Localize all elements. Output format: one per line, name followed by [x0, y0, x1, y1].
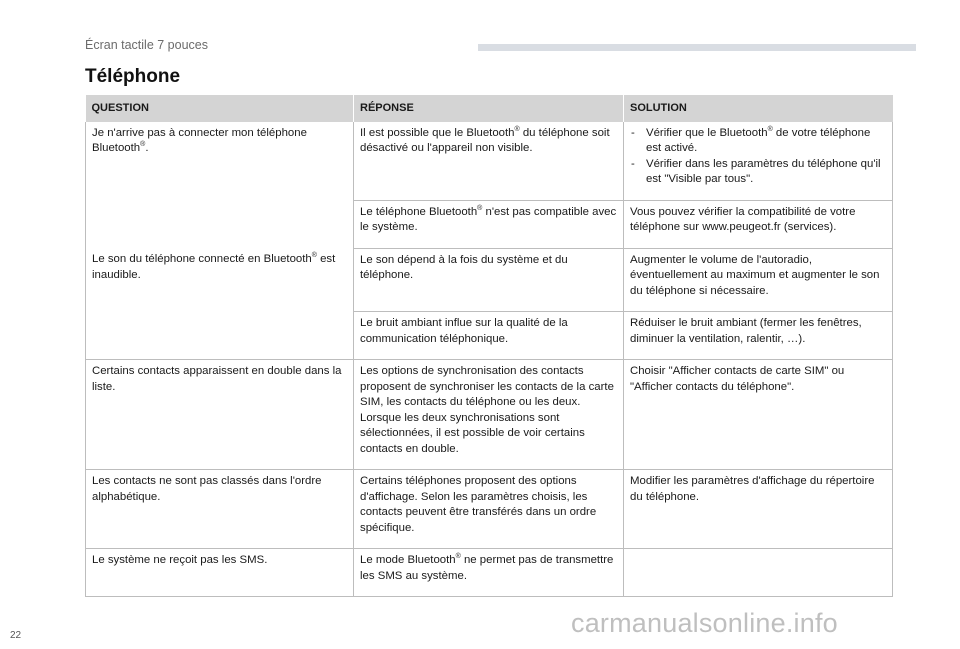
troubleshooting-table	[85, 95, 893, 597]
table-row	[86, 549, 893, 597]
solution-cell: Vous pouvez vérifier la compatibilité de votre téléphone sur www.peugeot.fr (services).	[624, 200, 893, 248]
registered-mark: ®	[140, 141, 146, 149]
question-cell: Le système ne reçoit pas les SMS.	[86, 549, 354, 597]
solution-cell	[624, 549, 893, 597]
question-cell: Les contacts ne sont pas classés dans l'ordre alphabétique.	[86, 470, 354, 549]
page-title: Téléphone	[85, 66, 181, 87]
question-text-end: .	[145, 142, 149, 154]
solution-list-item: - Vérifier dans les paramètres du téléphone qu'il est "Visible par tous".	[630, 157, 886, 188]
answer-cell: Le son dépend à la fois du système et du téléphone.	[354, 248, 624, 312]
solution-cell: Modifier les paramètres d'affichage du répertoire du téléphone.	[624, 470, 893, 549]
column-header-question: QUESTION	[86, 95, 354, 122]
column-header-solution: SOLUTION	[624, 95, 893, 122]
solution-text: Vérifier que le Bluetooth	[646, 126, 768, 139]
solution-cell: Réduiser le bruit ambiant (fermer les fenêtres, diminuer la ventilation, ralentir, …).	[624, 312, 893, 360]
question-text-cont: est inaudible.	[92, 253, 336, 281]
table-row	[86, 122, 893, 201]
question-cell	[86, 122, 354, 249]
header-bar	[478, 44, 916, 51]
answer-text: Le téléphone Bluetooth	[360, 205, 478, 218]
solution-cell	[624, 122, 893, 201]
solution-text-cont: de votre téléphone est activé.	[646, 126, 871, 154]
registered-mark: ®	[455, 553, 461, 561]
column-header-answer: RÉPONSE	[354, 95, 624, 122]
page-number: 22	[10, 630, 22, 641]
section-header: Écran tactile 7 pouces	[85, 38, 208, 52]
question-text: Le son du téléphone connecté en Bluetooth	[92, 253, 312, 265]
answer-text-cont: du téléphone soit désactivé ou l'appareil non visible.	[360, 126, 610, 154]
table-row	[86, 470, 893, 549]
table-row	[86, 248, 893, 312]
watermark: carmanualsonline.info	[571, 608, 838, 638]
solution-list-item	[630, 126, 886, 157]
answer-cell	[354, 549, 624, 597]
registered-mark: ®	[514, 125, 520, 133]
table-header-row	[86, 95, 893, 122]
answer-text: Il est possible que le Bluetooth	[360, 126, 515, 139]
registered-mark: ®	[477, 204, 483, 212]
answer-cell: Le bruit ambiant influe sur la qualité de la communication téléphonique.	[354, 312, 624, 360]
answer-text-cont: ne permet pas de transmettre les SMS au système.	[360, 554, 614, 582]
table-row	[86, 360, 893, 470]
question-text: Je n'arrive pas à connecter mon téléphone Bluetooth	[92, 126, 307, 154]
solution-cell: Choisir "Afficher contacts de carte SIM" ou "Afficher contacts du téléphone".	[624, 360, 893, 470]
answer-cell: Les options de synchronisation des contacts proposent de synchroniser les contacts de la carte SIM, les contacts du téléphone ou les deux. Lorsque les deux synchronisations sont sélectionnées, il est possible de voir certains contacts en double.	[354, 360, 624, 470]
answer-cell: Certains téléphones proposent des options d'affichage. Selon les paramètres choisis, les contacts peuvent être transférés dans un ordre spécifique.	[354, 470, 624, 549]
question-cell	[86, 248, 354, 360]
answer-cell	[354, 200, 624, 248]
solution-list	[630, 126, 886, 188]
answer-text-cont: n'est pas compatible avec le système.	[360, 205, 617, 233]
answer-cell	[354, 122, 624, 201]
answer-text: Le mode Bluetooth	[360, 554, 456, 566]
registered-mark: ®	[311, 252, 317, 260]
registered-mark: ®	[767, 125, 773, 133]
solution-cell: Augmenter le volume de l'autoradio, éventuellement au maximum et augmenter le son du téléphone si nécessaire.	[624, 248, 893, 312]
question-cell: Certains contacts apparaissent en double dans la liste.	[86, 360, 354, 470]
